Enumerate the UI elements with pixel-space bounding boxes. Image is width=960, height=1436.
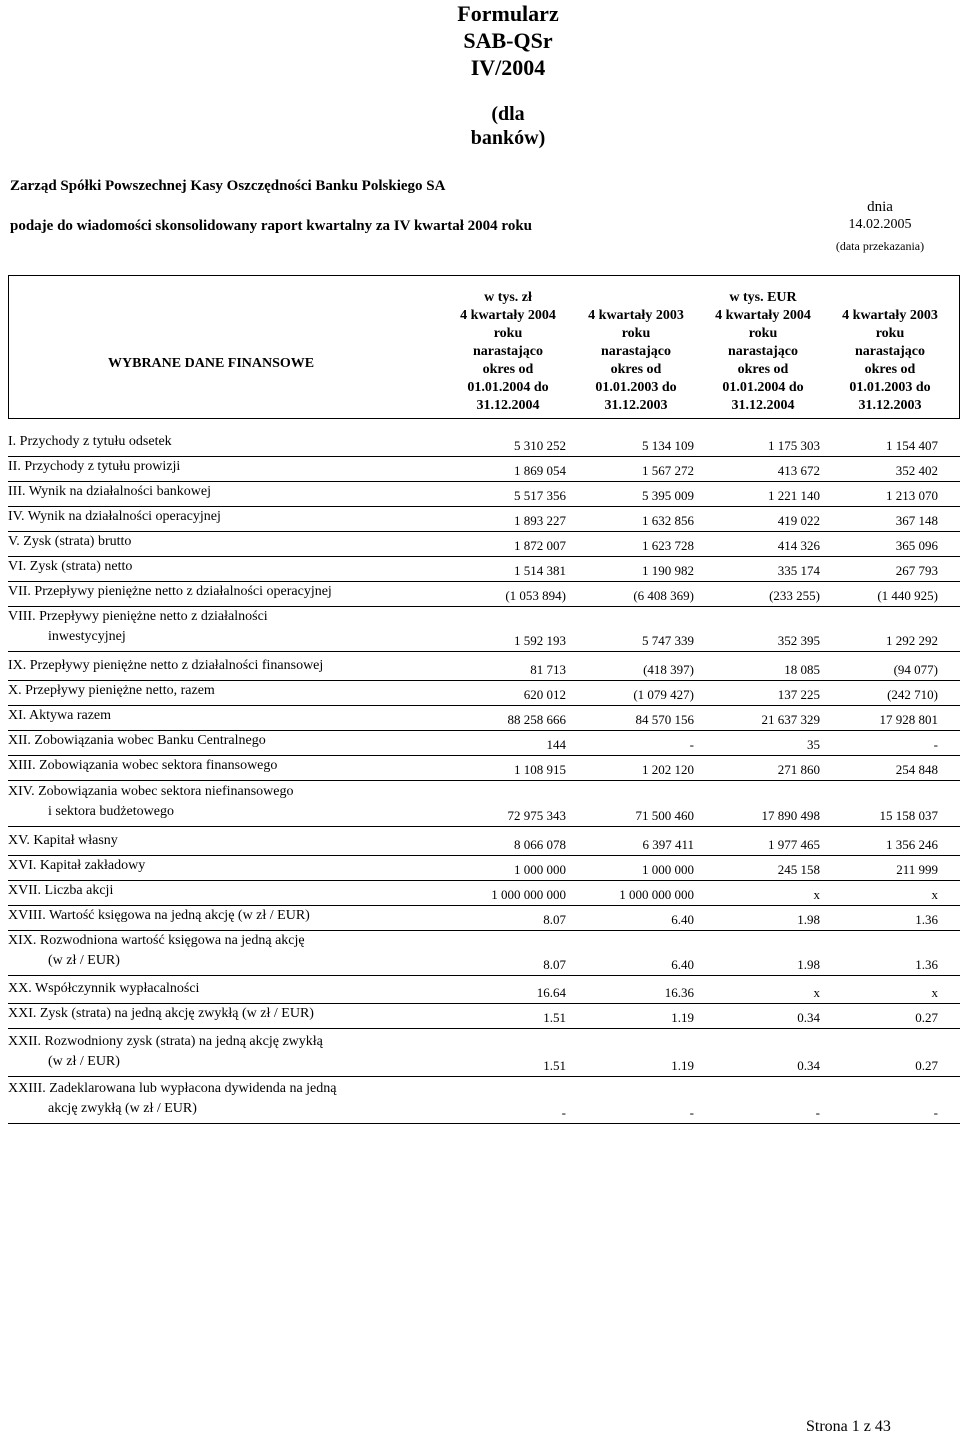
row-value: 5 517 356 xyxy=(514,488,566,503)
row-value: 419 022 xyxy=(777,513,820,528)
row-divider xyxy=(8,780,960,781)
table-row xyxy=(8,979,960,1001)
form-title-line: IV/2004 xyxy=(470,55,546,80)
row-label: V. Zysk (strata) brutto xyxy=(8,534,132,549)
column-header-line: narastająco xyxy=(601,344,671,359)
row-value: (418 397) xyxy=(643,662,694,677)
row-value: - xyxy=(689,737,694,752)
column-header-line: narastająco xyxy=(473,344,543,359)
row-value: 137 225 xyxy=(777,687,820,702)
submission-date xyxy=(800,198,960,255)
row-value: 15 158 037 xyxy=(879,808,938,823)
table-row xyxy=(8,607,960,649)
row-value: 8.07 xyxy=(543,912,566,927)
row-value: x xyxy=(931,985,938,1000)
row-divider xyxy=(8,651,960,652)
row-value: 6.40 xyxy=(671,957,694,972)
table-row xyxy=(8,1032,960,1074)
column-header-line: 01.01.2004 do xyxy=(467,380,549,395)
row-value: (242 710) xyxy=(887,687,938,702)
row-value: (6 408 369) xyxy=(633,588,694,603)
row-value: 1.98 xyxy=(797,957,820,972)
row-value: 1 000 000 000 xyxy=(619,887,694,902)
row-label: XV. Kapitał własny xyxy=(8,833,118,848)
row-label: XXII. Rozwodniony zysk (strata) na jedną akcję zwykłą xyxy=(8,1034,323,1049)
row-label-continuation: i sektora budżetowego xyxy=(48,804,174,819)
row-value: 84 570 156 xyxy=(635,712,694,727)
column-header-line: okres od xyxy=(864,362,916,377)
row-value: 5 747 339 xyxy=(642,633,694,648)
row-value: 1 175 303 xyxy=(768,438,820,453)
date-value: 14.02.2005 xyxy=(848,217,912,232)
row-value: 1.98 xyxy=(797,912,820,927)
row-label: XVIII. Wartość księgowa na jedną akcję (w zł / EUR) xyxy=(8,908,310,923)
issuer-company: Zarząd Spółki Powszechnej Kasy Oszczędności Banku Polskiego SA xyxy=(10,178,446,194)
row-value: 0.34 xyxy=(797,1058,820,1073)
row-value: 1 872 007 xyxy=(514,538,566,553)
row-label: XII. Zobowiązania wobec Banku Centralnego xyxy=(8,733,266,748)
row-label: XXIII. Zadeklarowana lub wypłacona dywidenda na jedną xyxy=(8,1081,337,1096)
row-label: XVII. Liczba akcji xyxy=(8,883,114,898)
row-value: 0.27 xyxy=(915,1058,938,1073)
row-value: 413 672 xyxy=(777,463,820,478)
row-value: 1.36 xyxy=(915,957,938,972)
row-divider xyxy=(8,826,960,827)
column-header-line: narastająco xyxy=(728,344,798,359)
row-value: 0.34 xyxy=(797,1010,820,1025)
table-row xyxy=(8,756,960,778)
row-value: 72 975 343 xyxy=(507,808,566,823)
table-row xyxy=(8,432,960,454)
column-header-line: 4 kwartały 2003 xyxy=(588,308,684,323)
row-value: 6 397 411 xyxy=(642,837,694,852)
row-value: 1.51 xyxy=(543,1058,566,1073)
row-value: 1 977 465 xyxy=(768,837,820,852)
section-label: WYBRANE DANE FINANSOWE xyxy=(108,356,315,371)
row-divider xyxy=(8,975,960,976)
page-number: Strona 1 z 43 xyxy=(806,1418,891,1435)
row-divider xyxy=(8,1028,960,1029)
row-label-continuation: (w zł / EUR) xyxy=(48,953,120,968)
row-label: XIII. Zobowiązania wobec sektora finansowego xyxy=(8,758,278,773)
form-title-line: SAB-QSr xyxy=(463,28,553,53)
row-value: (1 079 427) xyxy=(633,687,694,702)
row-value: 81 713 xyxy=(530,662,566,677)
row-value: 16.36 xyxy=(664,985,694,1000)
row-label: XI. Aktywa razem xyxy=(8,708,112,723)
column-header-line: 4 kwartały 2004 xyxy=(715,308,811,323)
column-header-line: okres od xyxy=(482,362,534,377)
row-value: (1 053 894) xyxy=(505,588,566,603)
row-value: 1.36 xyxy=(915,912,938,927)
row-label: II. Przychody z tytułu prowizji xyxy=(8,459,181,474)
row-value: x xyxy=(931,887,938,902)
row-value: 17 928 801 xyxy=(879,712,938,727)
column-header-line: w tys. EUR xyxy=(729,290,797,305)
row-value: 1 356 246 xyxy=(886,837,938,852)
row-value: 211 999 xyxy=(896,862,938,877)
table-row xyxy=(8,856,960,878)
column-header-line: 01.01.2004 do xyxy=(722,380,804,395)
row-value: (1 440 925) xyxy=(877,588,938,603)
column-header-pln-2003 xyxy=(575,307,697,415)
table-row xyxy=(8,656,960,678)
row-value: 1 869 054 xyxy=(514,463,566,478)
column-header-line: 31.12.2003 xyxy=(604,398,668,413)
row-label: IV. Wynik na działalności operacyjnej xyxy=(8,509,221,524)
row-value: - xyxy=(933,1105,938,1120)
column-header-line: narastająco xyxy=(855,344,925,359)
row-value: 1.51 xyxy=(543,1010,566,1025)
row-value: 1 000 000 xyxy=(642,862,694,877)
table-row xyxy=(8,831,960,853)
row-value: 16.64 xyxy=(536,985,566,1000)
row-value: 8.07 xyxy=(543,957,566,972)
column-header-line: okres od xyxy=(737,362,789,377)
table-row xyxy=(8,681,960,703)
row-value: 1 213 070 xyxy=(886,488,938,503)
column-header-eur-2003 xyxy=(829,307,951,415)
table-row xyxy=(8,706,960,728)
column-header-line: w tys. zł xyxy=(484,290,532,305)
column-header-line: okres od xyxy=(610,362,662,377)
column-header-line: roku xyxy=(621,326,651,341)
row-value: 1 292 292 xyxy=(886,633,938,648)
row-value: 71 500 460 xyxy=(635,808,694,823)
row-value: 21 637 329 xyxy=(761,712,820,727)
row-value: 267 793 xyxy=(895,563,938,578)
row-value: 1 514 381 xyxy=(514,563,566,578)
row-value: 1 202 120 xyxy=(642,762,694,777)
row-value: 1 108 915 xyxy=(514,762,566,777)
table-row xyxy=(8,931,960,973)
table-row xyxy=(8,1079,960,1121)
row-value: 352 395 xyxy=(777,633,820,648)
row-value: 414 326 xyxy=(777,538,820,553)
table-row xyxy=(8,782,960,824)
row-label: VIII. Przepływy pieniężne netto z działalności xyxy=(8,609,268,624)
row-value: (233 255) xyxy=(769,588,820,603)
row-label: VII. Przepływy pieniężne netto z działalności operacyjnej xyxy=(8,584,332,599)
row-value: 1.19 xyxy=(671,1058,694,1073)
column-header-line: 01.01.2003 do xyxy=(849,380,931,395)
row-value: 1 567 272 xyxy=(642,463,694,478)
row-value: - xyxy=(933,737,938,752)
row-label: XXI. Zysk (strata) na jedną akcję zwykłą (w zł / EUR) xyxy=(8,1006,314,1021)
row-label: III. Wynik na działalności bankowej xyxy=(8,484,211,499)
row-value: 8 066 078 xyxy=(514,837,566,852)
row-divider xyxy=(8,1076,960,1077)
column-header-line: roku xyxy=(875,326,905,341)
row-label: XX. Współczynnik wypłacalności xyxy=(8,981,200,996)
table-row xyxy=(8,557,960,579)
table-row xyxy=(8,1004,960,1026)
form-title-line: Formularz xyxy=(457,1,559,26)
row-label-continuation: inwestycyjnej xyxy=(48,629,126,644)
row-value: 1 632 856 xyxy=(642,513,694,528)
row-value: 271 860 xyxy=(777,762,820,777)
row-value: 5 134 109 xyxy=(642,438,694,453)
row-value: 1 893 227 xyxy=(514,513,566,528)
table-row xyxy=(8,457,960,479)
row-value: - xyxy=(815,1105,820,1120)
row-value: 1 221 140 xyxy=(768,488,820,503)
date-label: dnia xyxy=(867,199,893,215)
issuer-statement: podaje do wiadomości skonsolidowany raport kwartalny za IV kwartał 2004 roku xyxy=(10,218,533,234)
form-subtitle-line: (dla xyxy=(491,103,525,125)
row-value: 367 148 xyxy=(895,513,938,528)
row-value: - xyxy=(561,1105,566,1120)
table-row xyxy=(8,532,960,554)
column-header-line: 01.01.2003 do xyxy=(595,380,677,395)
row-label: IX. Przepływy pieniężne netto z działalności finansowej xyxy=(8,658,324,673)
row-value: 1 000 000 xyxy=(514,862,566,877)
column-header-line: 4 kwartały 2003 xyxy=(842,308,938,323)
table-row xyxy=(8,507,960,529)
form-subtitle xyxy=(420,102,596,150)
row-label-continuation: akcję zwykłą (w zł / EUR) xyxy=(48,1101,197,1116)
row-divider xyxy=(8,1123,960,1124)
row-value: x xyxy=(813,887,820,902)
row-value: (94 077) xyxy=(893,662,938,677)
row-value: 35 xyxy=(807,737,820,752)
column-header-line: roku xyxy=(493,326,523,341)
table-row xyxy=(8,482,960,504)
column-header-line: roku xyxy=(748,326,778,341)
row-value: 1 592 193 xyxy=(514,633,566,648)
row-value: 1.19 xyxy=(671,1010,694,1025)
row-value: 365 096 xyxy=(895,538,938,553)
row-value: 245 158 xyxy=(777,862,820,877)
form-subtitle-line: banków) xyxy=(470,127,546,149)
row-label: VI. Zysk (strata) netto xyxy=(8,559,133,574)
column-header-line: 31.12.2003 xyxy=(858,398,922,413)
row-value: 17 890 498 xyxy=(761,808,820,823)
row-label: X. Przepływy pieniężne netto, razem xyxy=(8,683,215,698)
form-title xyxy=(420,0,596,81)
row-value: 1 000 000 000 xyxy=(491,887,566,902)
table-row xyxy=(8,731,960,753)
table-row xyxy=(8,906,960,928)
table-row xyxy=(8,582,960,604)
column-header-pln-2004 xyxy=(447,289,569,415)
row-value: 6.40 xyxy=(671,912,694,927)
row-value: 1 190 982 xyxy=(642,563,694,578)
row-value: 88 258 666 xyxy=(507,712,566,727)
column-header-line: 4 kwartały 2004 xyxy=(460,308,556,323)
row-value: 352 402 xyxy=(895,463,938,478)
row-value: 0.27 xyxy=(915,1010,938,1025)
row-value: 5 310 252 xyxy=(514,438,566,453)
row-value: - xyxy=(689,1105,694,1120)
date-note: (data przekazania) xyxy=(835,239,925,253)
row-value: 620 012 xyxy=(523,687,566,702)
row-value: 144 xyxy=(546,737,566,752)
row-label-continuation: (w zł / EUR) xyxy=(48,1054,120,1069)
column-header-line: 31.12.2004 xyxy=(731,398,795,413)
row-value: 1 623 728 xyxy=(642,538,694,553)
row-value: 1 154 407 xyxy=(886,438,938,453)
row-value: 254 848 xyxy=(895,762,938,777)
table-row xyxy=(8,881,960,903)
column-header-eur-2004 xyxy=(702,289,824,415)
row-value: 335 174 xyxy=(777,563,820,578)
row-label: XIV. Zobowiązania wobec sektora niefinansowego xyxy=(8,784,294,799)
row-value: 18 085 xyxy=(784,662,820,677)
column-header-line: 31.12.2004 xyxy=(476,398,540,413)
row-value: 5 395 009 xyxy=(642,488,694,503)
row-label: XIX. Rozwodniona wartość księgowa na jedną akcję xyxy=(8,933,305,948)
row-value: x xyxy=(813,985,820,1000)
row-label: I. Przychody z tytułu odsetek xyxy=(8,434,172,449)
row-label: XVI. Kapitał zakładowy xyxy=(8,858,146,873)
